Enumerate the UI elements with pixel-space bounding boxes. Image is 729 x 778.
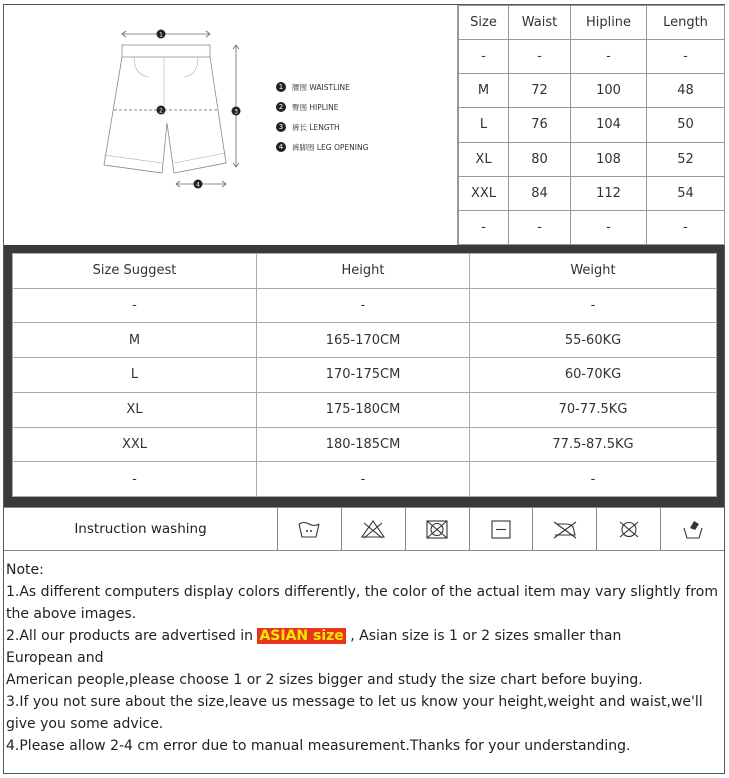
measurement-section [4, 5, 724, 245]
hand-wash-icon [680, 518, 706, 540]
table-row: M 72 100 48 [459, 74, 725, 108]
shorts-illustration [4, 5, 458, 245]
table-row: - - - [13, 288, 717, 323]
table-row: - - - - [459, 40, 725, 74]
no-dry-clean-icon [616, 518, 642, 540]
size-suggest-section [4, 245, 724, 507]
wash-30-icon [296, 518, 322, 540]
size-suggest-table [12, 253, 717, 497]
note-1: 1.As different computers display colors differently, the color of the actual item may vary slightly from the above images. [6, 584, 718, 622]
marker-3: 3 [234, 108, 238, 116]
table-row: L 170-175CM 60-70KG [13, 358, 717, 393]
table-row: XL 175-180CM 70-77.5KG [13, 392, 717, 427]
table-header-row [13, 254, 717, 289]
marker-1: 1 [159, 31, 163, 39]
header-length: Length [647, 6, 725, 40]
diagram-legend [276, 77, 368, 157]
legend-leg-opening: 4 裤脚围 LEG OPENING [276, 137, 368, 157]
header-hipline: Hipline [571, 6, 647, 40]
washing-instructions [4, 507, 724, 551]
notes-section [4, 551, 724, 773]
table-header-row [459, 6, 725, 40]
no-iron-icon [551, 518, 579, 540]
note-3: 3.If you not sure about the size,leave us message to let us know your height,weight and waist,we'll give you some advice. [6, 694, 703, 732]
table-row: XXL 180-185CM 77.5-87.5KG [13, 427, 717, 462]
marker-4: 4 [196, 181, 200, 189]
legend-waistline: 1 腰围 WAISTLINE [276, 77, 368, 97]
header-weight: Weight [470, 254, 717, 289]
washing-label: Instruction washing [4, 508, 278, 550]
header-size: Size [459, 6, 509, 40]
no-bleach-icon [360, 518, 386, 540]
note-2: 2.All our products are advertised in ASIAN size , Asian size is 1 or 2 sizes smaller than [6, 628, 622, 644]
note-4: 4.Please allow 2-4 cm error due to manual measurement.Thanks for your understanding. [6, 738, 631, 754]
header-height: Height [257, 254, 470, 289]
no-tumble-dry-icon [424, 518, 450, 540]
header-waist: Waist [509, 6, 571, 40]
measurement-table [458, 5, 725, 245]
note-2-line-2: European and [6, 650, 104, 666]
table-row: M 165-170CM 55-60KG [13, 323, 717, 358]
shorts-diagram [4, 5, 458, 245]
marker-2: 2 [159, 107, 163, 115]
table-row: - - - - [459, 210, 725, 244]
notes-title: Note: [6, 562, 44, 578]
note-2-line-3: American people,please choose 1 or 2 sizes bigger and study the size chart before buying. [6, 672, 643, 688]
size-chart-sheet [3, 4, 725, 774]
table-row: - - - [13, 462, 717, 497]
table-row: L 76 104 50 [459, 108, 725, 142]
table-row: XL 80 108 52 [459, 142, 725, 176]
asian-size-highlight: ASIAN size [259, 628, 344, 644]
table-row: XXL 84 112 54 [459, 176, 725, 210]
header-size-suggest: Size Suggest [13, 254, 257, 289]
legend-hipline: 2 臀围 HIPLINE [276, 97, 368, 117]
dry-flat-icon [488, 518, 514, 540]
legend-length: 3 裤长 LENGTH [276, 117, 368, 137]
